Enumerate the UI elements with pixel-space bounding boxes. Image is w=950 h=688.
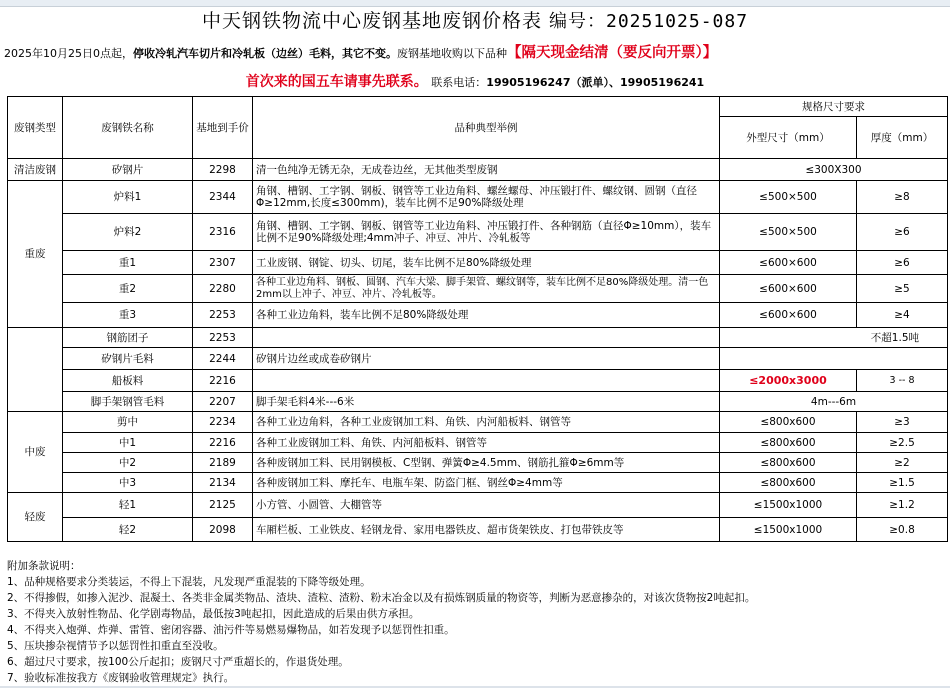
cell-example: 各种废钢加工料、民用钢模板、C型钢、弹簧Φ≥4.5mm、钢筋扎箍Φ≥6mm等 <box>253 453 720 473</box>
cell-type: 轻废 <box>8 493 63 542</box>
cell-size: ≤2000x3000 <box>720 370 857 392</box>
cell-thickness: ≥8 <box>857 181 948 214</box>
notice-line <box>4 40 946 66</box>
cell-size: ≤600×600 <box>720 251 857 275</box>
notes-heading: 附加条款说明： <box>7 560 81 572</box>
table-row <box>8 412 948 433</box>
header-name: 废钢铁名称 <box>63 97 193 159</box>
cell-example: 脚手架毛料4米---6米 <box>253 392 720 412</box>
note-item: 1、品种规格要求分类装运，不得上下混装，凡发现严重混装的下降等级处理。 <box>7 576 371 588</box>
cell-price: 2189 <box>193 453 253 473</box>
cell-name: 中1 <box>63 433 193 453</box>
cell-price: 2216 <box>193 370 253 392</box>
cell-spec <box>720 348 948 370</box>
contact-line <box>0 68 950 96</box>
notice-date: 2025年10月25日0点起， <box>4 47 133 60</box>
table-row <box>8 181 948 214</box>
cell-name: 重3 <box>63 303 193 328</box>
cell-example: 小方管、小圆管、大棚管等 <box>253 493 720 518</box>
cell-size: ≤800x600 <box>720 433 857 453</box>
cell-name: 中2 <box>63 453 193 473</box>
price-table <box>7 96 948 542</box>
table-row <box>8 473 948 493</box>
cell-thickness: ≥2.5 <box>857 433 948 453</box>
cell-name: 船板料 <box>63 370 193 392</box>
cell-type: 重废 <box>8 181 63 328</box>
cell-price: 2344 <box>193 181 253 214</box>
header-example: 品种典型举例 <box>253 97 720 159</box>
contact-highlight: 首次来的国五车请事先联系。 <box>245 74 428 90</box>
table-row <box>8 303 948 328</box>
title-text: 中天钢铁物流中心废钢基地废钢价格表 <box>201 10 542 32</box>
cell-name: 炉料2 <box>63 214 193 251</box>
cell-name: 矽钢片 <box>63 159 193 181</box>
table-row <box>8 348 948 370</box>
cell-example: 角钢、槽钢、工字钢、钢板、钢管等工业边角料、螺丝螺母、冲压锻打件、螺纹钢、圆钢（直径Φ≥12mm,长度≤300mm)，装车比例不足90%降级处理 <box>253 181 720 214</box>
cell-price: 2207 <box>193 392 253 412</box>
table-row <box>8 493 948 518</box>
cell-price: 2280 <box>193 275 253 303</box>
notice-stop: 停收冷轧汽车切片和冷轧板（边丝）毛料，其它不变。 <box>133 47 397 60</box>
additional-terms <box>7 558 945 686</box>
cell-size: ≤1500x1000 <box>720 518 857 542</box>
table-row <box>8 433 948 453</box>
cell-size: ≤800x600 <box>720 412 857 433</box>
cell-name: 重2 <box>63 275 193 303</box>
table-row <box>8 392 948 412</box>
cell-type: 清洁废钢 <box>8 159 63 181</box>
cell-example: 角钢、槽钢、工字钢、钢板、钢管等工业边角料、冲压锻打件、各种钢筋（直径Φ≥10mm），装车比例不足90%降级处理;4mm冲子、冲豆、冲片、冷轧板等 <box>253 214 720 251</box>
header-size: 外型尺寸（mm） <box>720 117 857 159</box>
note-item: 4、不得夹入炮弹、炸弹、雷管、密闭容器、油污件等易燃易爆物品，如若发现予以惩罚性扣重。 <box>7 624 455 636</box>
header-price: 基地到手价 <box>193 97 253 159</box>
cell-thickness: ≥4 <box>857 303 948 328</box>
cell-spec: 4m---6m <box>720 392 948 412</box>
note-item: 7、验收标准按我方《废钢验收管理规定》执行。 <box>7 672 235 684</box>
cell-name: 轻1 <box>63 493 193 518</box>
cell-example: 各种工业边角料，装车比例不足80%降级处理 <box>253 303 720 328</box>
cell-thickness: ≥1.5 <box>857 473 948 493</box>
cell-price: 2216 <box>193 433 253 453</box>
cell-thickness: ≥2 <box>857 453 948 473</box>
table-row <box>8 370 948 392</box>
header-thickness: 厚度（mm） <box>857 117 948 159</box>
cell-example <box>253 328 720 348</box>
cell-name: 矽钢片毛料 <box>63 348 193 370</box>
cell-price: 2253 <box>193 303 253 328</box>
cell-size: ≤800x600 <box>720 473 857 493</box>
cell-size: ≤1500x1000 <box>720 493 857 518</box>
table-row <box>8 159 948 181</box>
cell-price: 2298 <box>193 159 253 181</box>
contact-label: 联系电话： <box>431 76 487 89</box>
note-item: 6、超过尺寸要求，按100公斤起扣；废钢尺寸严重超长的，作退货处理。 <box>7 656 349 668</box>
table-row <box>8 328 948 348</box>
cell-thickness: 3 -- 8 <box>857 370 948 392</box>
cell-thickness: ≥3 <box>857 412 948 433</box>
cell-name: 脚手架钢管毛料 <box>63 392 193 412</box>
cell-example: 工业废钢、钢锭、切头、切尾，装车比例不足80%降级处理 <box>253 251 720 275</box>
table-row <box>8 518 948 542</box>
cell-name: 钢筋团子 <box>63 328 193 348</box>
cell-price: 2244 <box>193 348 253 370</box>
cell-name: 炉料1 <box>63 181 193 214</box>
header-type: 废钢类型 <box>8 97 63 159</box>
cell-example: 车厢栏板、工业铁皮、轻钢龙骨、家用电器铁皮、超市货架铁皮、打包带铁皮等 <box>253 518 720 542</box>
cell-size: ≤600×600 <box>720 275 857 303</box>
cell-type-empty <box>8 328 63 412</box>
table-row <box>8 275 948 303</box>
table-row <box>8 214 948 251</box>
header-spec: 规格尺寸要求 <box>720 97 948 117</box>
notice-payment-highlight: 【隔天现金结清（要反向开票）】 <box>507 45 718 61</box>
contact-phones: 19905196247（派单）、19905196241 <box>486 76 705 89</box>
cell-type: 中废 <box>8 412 63 493</box>
table-row <box>8 251 948 275</box>
cell-thickness: ≥5 <box>857 275 948 303</box>
cell-example: 清一色纯净无锈无杂，无成卷边丝，无其他类型废钢 <box>253 159 720 181</box>
cell-example <box>253 370 720 392</box>
cell-spec: ≤300X300 <box>720 159 948 181</box>
cell-size: ≤800x600 <box>720 453 857 473</box>
cell-example: 各种废钢加工料、摩托车、电瓶车架、防盗门框、钢丝Φ≥4mm等 <box>253 473 720 493</box>
cell-name: 剪中 <box>63 412 193 433</box>
cell-price: 2316 <box>193 214 253 251</box>
table-header-row <box>8 97 948 117</box>
cell-spec: 不超1.5吨 <box>720 328 948 348</box>
cell-price: 2134 <box>193 473 253 493</box>
cell-thickness: ≥1.2 <box>857 493 948 518</box>
cell-size: ≤500×500 <box>720 181 857 214</box>
cell-name: 轻2 <box>63 518 193 542</box>
note-item: 5、压块掺杂视情节予以惩罚性扣重直至没收。 <box>7 640 224 652</box>
cell-name: 中3 <box>63 473 193 493</box>
cell-price: 2125 <box>193 493 253 518</box>
cell-price: 2253 <box>193 328 253 348</box>
cell-thickness: ≥0.8 <box>857 518 948 542</box>
cell-name: 重1 <box>63 251 193 275</box>
document-number: 编号：20251025-087 <box>549 11 749 32</box>
cell-size: ≤600×600 <box>720 303 857 328</box>
table-row <box>8 453 948 473</box>
cell-price: 2234 <box>193 412 253 433</box>
cell-example: 矽钢片边丝或成卷矽钢片 <box>253 348 720 370</box>
cell-price: 2307 <box>193 251 253 275</box>
cell-size: ≤500×500 <box>720 214 857 251</box>
note-item: 2、不得掺假，如掺入泥沙、混凝土、各类非金属类物品、渣块、渣粒、渣粉、粉末冶金以及有损炼钢质量的物资等，判断为恶意掺杂的，对该次货物按2吨起扣。 <box>7 592 756 604</box>
notice-scope: 废钢基地收购以下品种 <box>397 47 507 60</box>
cell-example: 各种工业废钢加工料、角铁、内河船板料、钢管等 <box>253 433 720 453</box>
cell-example: 各种工业边角料，各种工业废钢加工料、角铁、内河船板料、钢管等 <box>253 412 720 433</box>
page-title <box>0 6 950 36</box>
cell-example: 各种工业边角料、钢板、圆钢、汽车大梁、脚手架管、螺纹钢等，装车比例不足80%降级处理。清一色2mm以上冲子、冲豆、冲片、冷轧板等。 <box>253 275 720 303</box>
cell-price: 2098 <box>193 518 253 542</box>
note-item: 3、不得夹入放射性物品、化学剧毒物品，最低按3吨起扣，因此造成的后果由供方承担。 <box>7 608 420 620</box>
cell-thickness: ≥6 <box>857 214 948 251</box>
cell-thickness: ≥6 <box>857 251 948 275</box>
